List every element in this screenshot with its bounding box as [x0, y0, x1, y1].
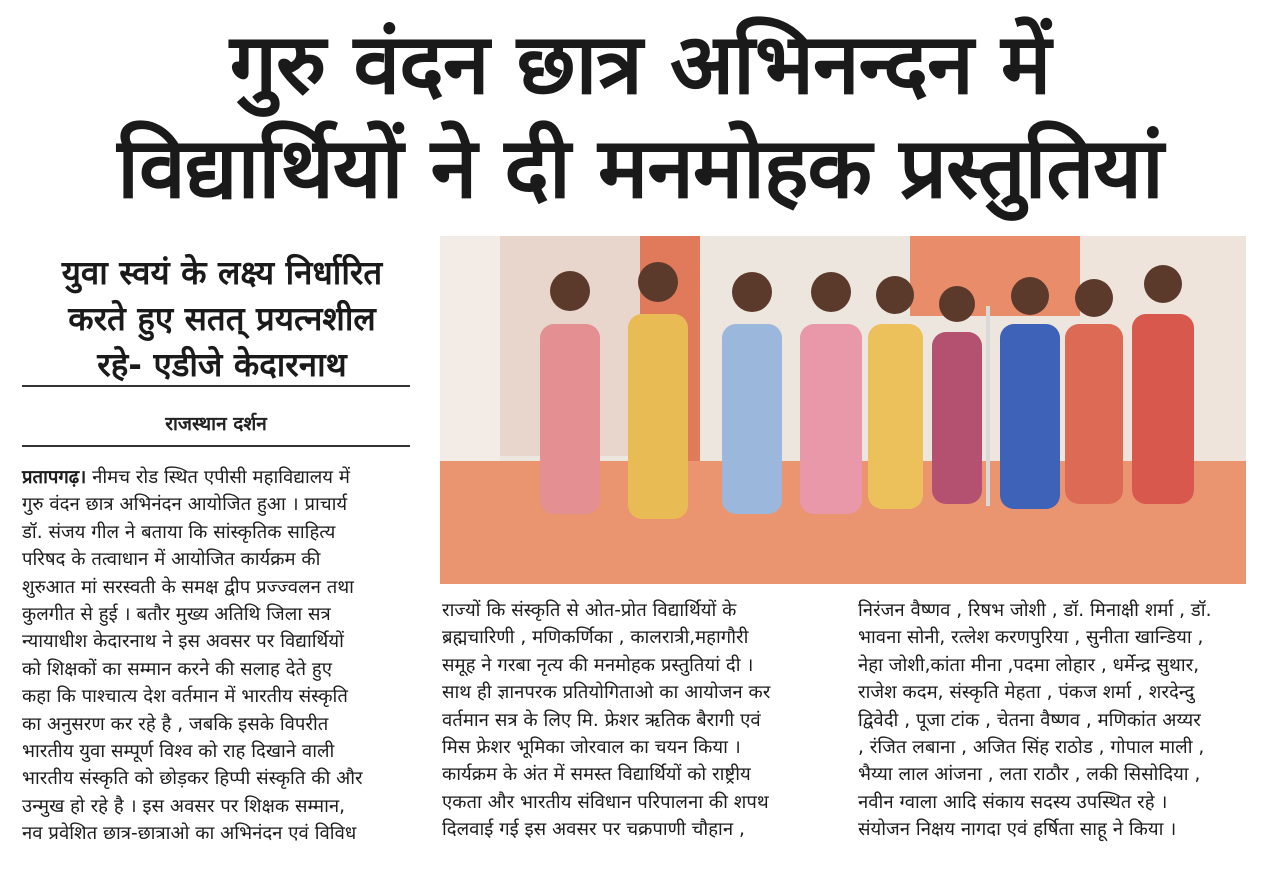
article-line [442, 624, 832, 651]
article-line-text: नव प्रवेशित छात्र-छात्राओ का अभिनंदन एवं विविध [22, 823, 357, 845]
article-line-text: एकता और भारतीय संविधान परिपालना की शपथ [442, 791, 769, 813]
article-line-text: भारतीय संस्कृति को छोड़कर हिप्पी संस्कृति की और [22, 768, 363, 790]
article-line [442, 761, 832, 788]
article-line-text: साथ ही ज्ञानपरक प्रतियोगिताओ का आयोजन कर [442, 682, 771, 704]
article-line-text: परिषद के तत्वाधान में आयोजित कार्यक्रम की [22, 549, 321, 571]
article-line [22, 519, 412, 546]
article-line-text: निरंजन वैष्णव , रिषभ जोशी , डॉ. मिनाक्षी शर्मा , डॉ. [858, 600, 1212, 621]
article-line [22, 464, 412, 491]
article-line [22, 601, 412, 628]
article-line [858, 761, 1250, 788]
article-line [858, 652, 1250, 679]
article-column-1 [22, 464, 412, 848]
article-line-text: नवीन ग्वाला आदि संकाय सदस्य उपस्थित रहे । [858, 791, 1168, 813]
article-line-text: मिस फ्रेशर भूमिका जोरवाल का चयन किया । [442, 737, 741, 759]
article-line-text: भैय्या लाल आंजना , लता राठौर , लकी सिसोदिया , [858, 764, 1201, 786]
article-line [22, 765, 412, 792]
article-line-text: राज्यों कि संस्कृति से ओत-प्रोत विद्यार्थियों के [442, 600, 737, 621]
dateline: प्रतापगढ़। [22, 467, 87, 488]
article-line [858, 597, 1250, 624]
subheadline-line-2: करते हुए सतत् प्रयत्नशील [68, 299, 376, 338]
article-line-text: समूह ने गरबा नृत्य की मनमोहक प्रस्तुतियां दी । [442, 654, 754, 676]
article-line [22, 683, 412, 710]
event-photo [440, 236, 1246, 584]
article-line [22, 574, 412, 601]
article-line-text: को शिक्षकों का सम्मान करने की सलाह देते हुए [22, 658, 332, 680]
article-line [442, 679, 832, 706]
article-line-text: द्विवेदी , पूजा टांक , चेतना वैष्णव , मणिकांत अय्यर [858, 709, 1201, 731]
article-line-text: कुलगीत से हुई । बतौर मुख्य अतिथि जिला सत्र [22, 604, 331, 626]
article-line [858, 679, 1250, 706]
article-line-text: भावना सोनी, रत्लेश करणपुरिया , सुनीता खान्डिया , [858, 627, 1204, 649]
article-line [858, 816, 1250, 843]
article-line-text: , रंजित लबाना , अजित सिंह राठोड , गोपाल माली , [858, 737, 1205, 759]
article-line-text: कार्यक्रम के अंत में समस्त विद्यार्थियों को राष्ट्रीय [442, 764, 751, 786]
rule-top [22, 385, 410, 387]
rule-bottom [22, 445, 410, 447]
subheadline-line-3: रहे- एडीजे केदारनाथ [97, 345, 347, 384]
article-line-text: शुरुआत मां सरस्वती के समक्ष द्वीप प्रज्ज्वलन तथा [22, 576, 354, 598]
article-line [22, 491, 412, 518]
article-line [442, 734, 832, 761]
headline-line-2: विद्यार्थियों ने दी मनमोहक प्रस्तुतियां [117, 119, 1163, 217]
article-line-text: उन्मुख हो रहे है । इस अवसर पर शिक्षक सम्मान, [22, 795, 346, 817]
article-line [22, 793, 412, 820]
article-column-2 [442, 597, 832, 844]
article-line-text: भारतीय युवा सम्पूर्ण विश्व को राह दिखाने वाली [22, 741, 335, 763]
article-line-text: गुरु वंदन छात्र अभिनंदन आयोजित हुआ । प्राचार्य [22, 494, 348, 516]
article-line-text: का अनुसरण कर रहे है , जबकि इसके विपरीत [22, 713, 329, 735]
article-line-text: संयोजन निक्षय नागदा एवं हर्षिता साहू ने किया । [858, 819, 1177, 841]
article-line-text: डॉ. संजय गील ने बताया कि सांस्कृतिक साहित्य [22, 521, 336, 543]
article-line-text: ब्रह्मचारिणी , मणिकर्णिका , कालरात्री,महागौरी [442, 627, 749, 649]
article-line [22, 656, 412, 683]
article-line [22, 546, 412, 573]
article-line [22, 820, 412, 847]
article-line-text: नेहा जोशी,कांता मीना ,पदमा लोहार , धर्मेन्द्र सुथार, [858, 654, 1200, 676]
article-line [442, 597, 832, 624]
article-line [22, 711, 412, 738]
article-line [858, 734, 1250, 761]
article-line [22, 628, 412, 655]
article-column-3 [858, 597, 1250, 844]
article-line [442, 789, 832, 816]
article-line [442, 816, 832, 843]
article-line-text: राजेश कदम, संस्कृति मेहता , पंकज शर्मा , शरदेन्दु [858, 682, 1195, 704]
article-line [442, 707, 832, 734]
article-line [22, 738, 412, 765]
byline: राजस्थान दर्शन [165, 413, 267, 435]
article-line-text: वर्तमान सत्र के लिए मि. फ्रेशर ऋतिक बैरागी एवं [442, 709, 761, 731]
article-line-text: कहा कि पाश्चात्य देश वर्तमान में भारतीय संस्कृति [22, 686, 348, 708]
subheadline-line-1: युवा स्वयं के लक्ष्य निर्धारित [61, 253, 383, 292]
article-line-text: न्यायाधीश केदारनाथ ने इस अवसर पर विद्यार्थियों [22, 631, 344, 653]
article-line [858, 707, 1250, 734]
article-line [858, 789, 1250, 816]
article-line-text: नीमच रोड स्थित एपीसी महाविद्यालय में [86, 467, 350, 488]
headline-line-1: गुरु वंदन छात्र अभिनन्दन में [229, 15, 1051, 113]
subheadline [22, 250, 422, 388]
article-line [442, 652, 832, 679]
article-line [858, 624, 1250, 651]
article-line-text: दिलवाई गई इस अवसर पर चक्रपाणी चौहान , [442, 819, 745, 841]
